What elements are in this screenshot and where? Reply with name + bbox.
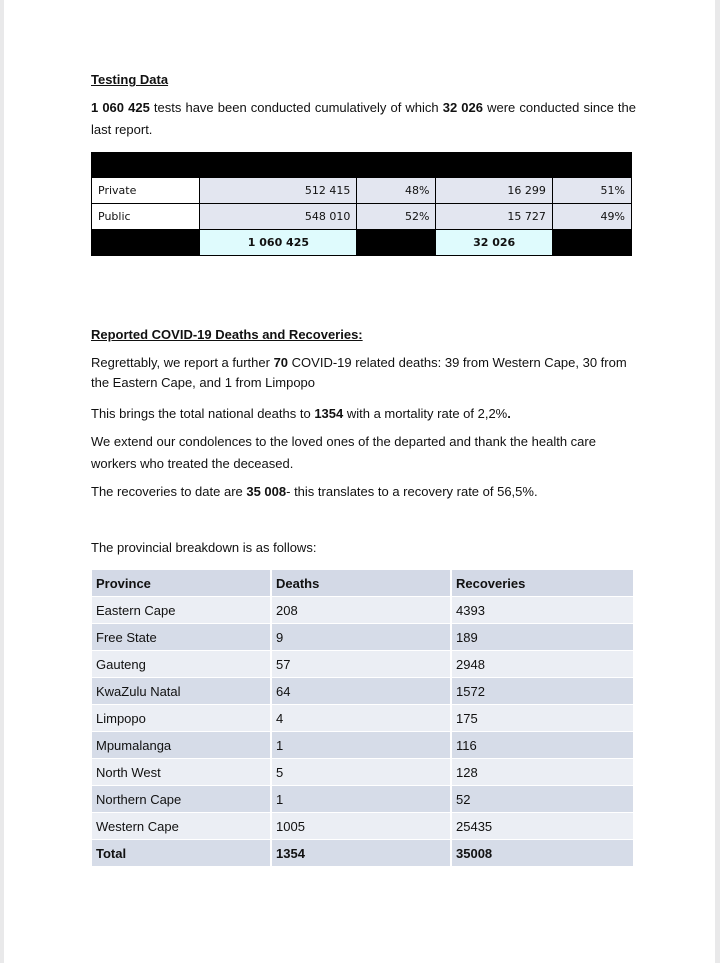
document-page <box>4 0 715 963</box>
cumulative-tests: 512 415 <box>200 178 357 204</box>
province-recoveries: 52 <box>451 786 633 813</box>
testing-header-cell <box>552 153 631 178</box>
deaths-paragraph-1 <box>91 353 636 393</box>
deaths-paragraph-2 <box>91 403 636 425</box>
p2-text-a: This brings the total national deaths to <box>91 406 315 421</box>
total-deaths-cell: 1354 <box>271 840 451 867</box>
cumulative-tests: 548 010 <box>200 204 357 230</box>
table-row <box>92 678 633 705</box>
total-blank-cell <box>552 230 631 256</box>
table-row <box>92 651 633 678</box>
province-recoveries: 1572 <box>451 678 633 705</box>
deaths-heading: Reported COVID-19 Deaths and Recoveries: <box>91 327 363 342</box>
province-recoveries: 2948 <box>451 651 633 678</box>
testing-table <box>91 152 632 256</box>
testing-row-private <box>92 178 632 204</box>
new-percent: 51% <box>552 178 631 204</box>
testing-header-cell <box>436 153 552 178</box>
testing-header-cell <box>92 153 200 178</box>
provincial-table <box>92 570 633 867</box>
total-tests: 1 060 425 <box>91 100 150 115</box>
provincial-total-row <box>92 840 633 867</box>
province-recoveries: 25435 <box>451 813 633 840</box>
province-deaths: 64 <box>271 678 451 705</box>
new-tests-cell: 16 299 <box>436 178 552 204</box>
province-name: Eastern Cape <box>92 597 271 624</box>
new-tests-cell: 15 727 <box>436 204 552 230</box>
intro-text-mid: tests have been conducted cumulatively of which <box>149 100 443 115</box>
recoveries-paragraph <box>91 481 636 503</box>
province-deaths: 1005 <box>271 813 451 840</box>
table-row <box>92 786 633 813</box>
header-deaths: Deaths <box>271 570 451 597</box>
province-name: Northern Cape <box>92 786 271 813</box>
province-deaths: 208 <box>271 597 451 624</box>
total-new: 32 026 <box>436 230 552 256</box>
new-tests: 32 026 <box>442 100 483 115</box>
testing-header-row <box>92 153 632 178</box>
table-row <box>92 624 633 651</box>
table-row <box>92 759 633 786</box>
deaths-paragraph-3: We extend our condolences to the loved ones of the departed and thank the health care workers who treated the deceased. <box>91 434 596 471</box>
total-recoveries: 35 008 <box>246 484 287 499</box>
total-blank-cell <box>357 230 436 256</box>
table-row <box>92 732 633 759</box>
province-name: Free State <box>92 624 271 651</box>
testing-heading: Testing Data <box>91 72 169 87</box>
cumulative-percent: 48% <box>357 178 436 204</box>
testing-header-cell <box>200 153 357 178</box>
province-recoveries: 189 <box>451 624 633 651</box>
sector-label: Private <box>92 178 200 204</box>
cumulative-percent: 52% <box>357 204 436 230</box>
province-deaths: 5 <box>271 759 451 786</box>
testing-intro <box>91 97 636 141</box>
province-name: Mpumalanga <box>92 732 271 759</box>
table-row <box>92 597 633 624</box>
province-name: Gauteng <box>92 651 271 678</box>
province-name: KwaZulu Natal <box>92 678 271 705</box>
provincial-intro: The provincial breakdown is as follows: <box>91 540 317 555</box>
total-cumulative: 1 060 425 <box>200 230 357 256</box>
province-recoveries: 4393 <box>451 597 633 624</box>
sector-label: Public <box>92 204 200 230</box>
p1-text-b: COVID-19 related deaths: 39 from Western Cape, 30 from the Eastern Cape, and 1 from Limpopo <box>91 355 627 390</box>
testing-row-public <box>92 204 632 230</box>
province-name: Western Cape <box>92 813 271 840</box>
table-row <box>92 813 633 840</box>
province-deaths: 9 <box>271 624 451 651</box>
p4-text-b: - this translates to a recovery rate of 56,5%. <box>286 484 538 499</box>
province-recoveries: 128 <box>451 759 633 786</box>
p4-text-a: The recoveries to date are <box>91 484 247 499</box>
header-province: Province <box>92 570 271 597</box>
total-deaths: 1354 <box>314 406 344 421</box>
intro-text-end: were conducted since the last report. <box>91 100 636 137</box>
province-deaths: 1 <box>271 732 451 759</box>
new-percent: 49% <box>552 204 631 230</box>
province-deaths: 1 <box>271 786 451 813</box>
province-deaths: 57 <box>271 651 451 678</box>
total-recoveries-cell: 35008 <box>451 840 633 867</box>
new-deaths: 70 <box>273 355 289 370</box>
province-recoveries: 116 <box>451 732 633 759</box>
total-blank-cell <box>92 230 200 256</box>
testing-total-row <box>92 230 632 256</box>
province-name: Limpopo <box>92 705 271 732</box>
total-label: Total <box>92 840 271 867</box>
p2-text-b: with a mortality rate of 2,2% <box>343 406 508 421</box>
table-row <box>92 705 633 732</box>
province-deaths: 4 <box>271 705 451 732</box>
province-name: North West <box>92 759 271 786</box>
header-recoveries: Recoveries <box>451 570 633 597</box>
p1-text-a: Regrettably, we report a further <box>91 355 274 370</box>
province-recoveries: 175 <box>451 705 633 732</box>
provincial-header-row <box>92 570 633 597</box>
p2-period: . <box>507 406 511 421</box>
testing-header-cell <box>357 153 436 178</box>
